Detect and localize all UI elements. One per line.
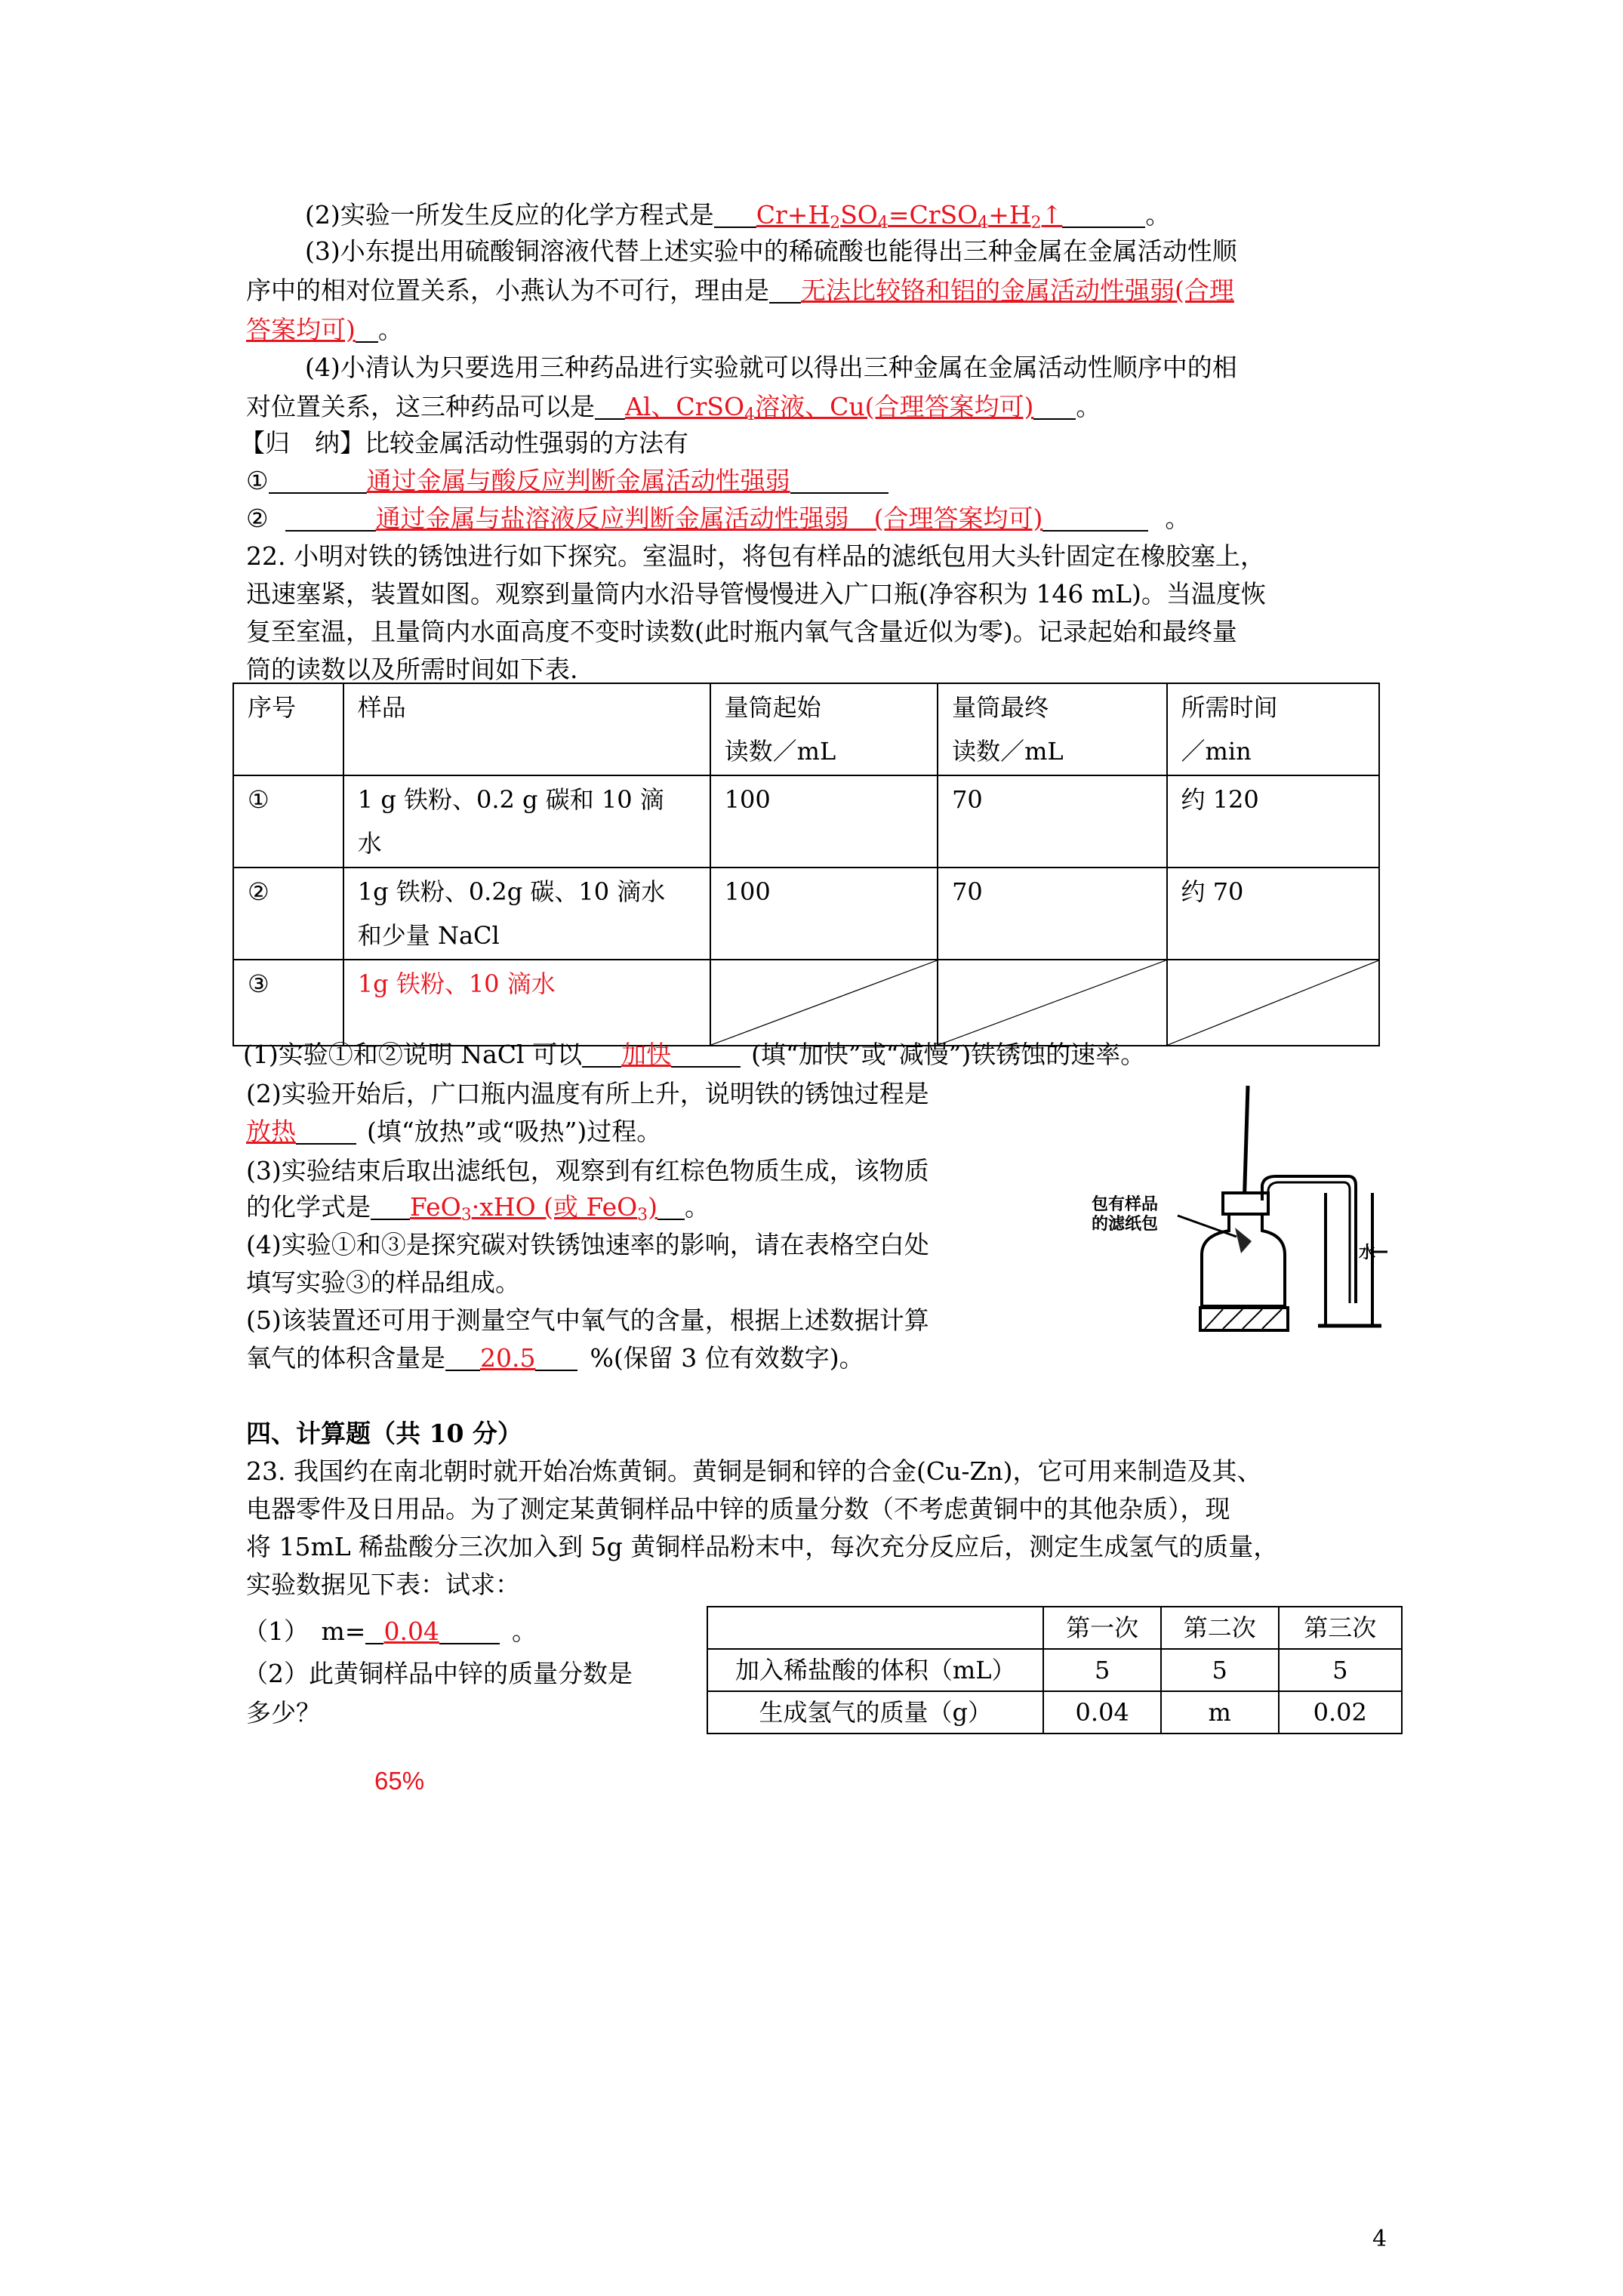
section-four-title: 四、计算题（共 10 分）: [246, 1419, 522, 1448]
figure-label-filter: 的滤纸包: [1092, 1215, 1159, 1234]
q22-row3-sample-answer: 1g 铁粉、10 滴水: [343, 960, 710, 1046]
table-row: 第一次 第二次 第三次: [707, 1607, 1402, 1649]
q21-part3-line3: 答案均可) 。: [246, 315, 403, 344]
q22-part5-line1: (5)该装置还可用于测量空气中氧气的含量，根据上述数据计算: [246, 1305, 929, 1335]
q21-part4-answer: Al、CrSO$_4$溶液、Cu(合理答案均可): [625, 392, 1034, 424]
q21-part3-line2: 序中的相对位置关系，小燕认为不可行，理由是 无法比较铬和铝的金属活动性强弱(合理: [246, 276, 1234, 305]
q22-part3-answer: FeO$_3$·xHO (或 FeO$_3$): [410, 1192, 658, 1225]
table-row: ③ 1g 铁粉、10 滴水: [233, 960, 1379, 1046]
figure-label-water: 水: [1359, 1244, 1376, 1262]
q22-part4-line1: (4)实验①和③是探究碳对铁锈蚀速率的影响，请在表格空白处: [246, 1230, 929, 1259]
q23-data-table: [707, 1606, 1403, 1734]
q22-intro-line3: 复至室温，且量筒内水面高度不变时读数(此时瓶内氧气含量近似为零)。记录起始和最终量: [246, 617, 1237, 646]
q22-part4-line2: 填写实验③的样品组成。: [246, 1268, 520, 1297]
q22-part2-line2: 放热 (填“放热”或“吸热”)过程。: [246, 1117, 662, 1146]
q21-part3-line1: (3)小东提出用硫酸铜溶液代替上述实验中的稀硫酸也能得出三种金属在金属活动性顺: [305, 236, 1237, 266]
table-row: 加入稀盐酸的体积（mL） 5 5 5: [707, 1649, 1402, 1691]
diagonal-cell: [710, 960, 938, 1046]
q23-intro-line2: 电器零件及日用品。为了测定某黄铜样品中锌的质量分数（不考虑黄铜中的其他杂质），现: [246, 1494, 1230, 1524]
q22-intro-line1: 22. 小明对铁的锈蚀进行如下探究。室温时，将包有样品的滤纸包用大头针固定在橡胶塞上，: [246, 541, 1265, 571]
table-row: 生成氢气的质量（g） 0.04 m 0.02: [707, 1691, 1402, 1734]
table-row: 序号 样品 量筒起始 读数／mL 量筒最终 读数／mL 所需时间 ／min: [233, 683, 1379, 775]
q22-part3-line1: (3)实验结束后取出滤纸包，观察到有红棕色物质生成，该物质: [246, 1156, 929, 1185]
apparatus-figure: [1087, 1080, 1389, 1336]
figure-label-sample: 包有样品: [1092, 1195, 1159, 1214]
q23-intro-line4: 实验数据见下表：试求：: [246, 1570, 520, 1599]
q21-part2: (2)实验一所发生反应的化学方程式是 $Cr+H_2SO_4=CrSO_4+H_2↑$ 。: [305, 200, 1171, 233]
q23-intro-line1: 23. 我国约在南北朝时就开始冶炼黄铜。黄铜是铜和锌的合金(Cu-Zn)，它可用来制造及其、: [246, 1456, 1262, 1486]
diagonal-cell: [938, 960, 1166, 1046]
q22-intro-line4: 筒的读数以及所需时间如下表.: [246, 655, 578, 684]
q21-part3-answer-b: 答案均可): [246, 315, 356, 344]
q22-part2-line1: (2)实验开始后，广口瓶内温度有所上升，说明铁的锈蚀过程是: [246, 1079, 929, 1108]
q21-part2-answer: $Cr+H_2SO_4=CrSO_4+H_2↑$: [756, 200, 1063, 233]
q22-part3-line2: 的化学式是 FeO$_3$·xHO (或 FeO$_3$) 。: [246, 1192, 710, 1225]
q22-results-table: [233, 683, 1380, 1046]
summary-method-1: ① 通过金属与酸反应判断金属活动性强弱: [246, 464, 1394, 498]
q23-part2-line2: 多少？: [246, 1698, 321, 1727]
q21-part4-line2: 对位置关系，这三种药品可以是 Al、CrSO$_4$溶液、Cu(合理答案均可) 。: [246, 392, 1101, 424]
q22-part5-line2: 氧气的体积含量是 20.5 %(保留 3 位有效数字)。: [246, 1343, 864, 1373]
table-row: ② 1g 铁粉、0.2g 碳、10 滴水 和少量 NaCl 100 70 约 70: [233, 868, 1379, 960]
summary-heading: 【归 纳】比较金属活动性强弱的方法有: [240, 428, 688, 458]
q23-intro-line3: 将 15mL 稀盐酸分三次加入到 5g 黄铜样品粉末中，每次充分反应后，测定生成氢气的质量，: [246, 1532, 1279, 1561]
apparatus-diagram: [1087, 1080, 1389, 1336]
q22-part1: (1)实验①和②说明 NaCl 可以 加快 (填“加快”或“减慢”)铁锈蚀的速率。: [243, 1040, 1146, 1069]
diagonal-cell: [1167, 960, 1379, 1046]
q21-part3-answer-a: 无法比较铬和铝的金属活动性强弱(合理: [801, 276, 1234, 305]
q23-part1: （1） m= 0.04 。: [243, 1616, 537, 1646]
page-number: 4: [1372, 2226, 1387, 2252]
q23-part2-answer: 65%: [374, 1767, 425, 1795]
table-row: ① 1 g 铁粉、0.2 g 碳和 10 滴 水 100 70 约 120: [233, 775, 1379, 868]
q23-part2-line1: （2）此黄铜样品中锌的质量分数是: [243, 1659, 633, 1688]
q22-intro-line2: 迅速塞紧，装置如图。观察到量筒内水沿导管慢慢进入广口瓶(净容积为 146 mL)。当温度恢: [246, 579, 1266, 609]
q21-part4-line1: (4)小清认为只要选用三种药品进行实验就可以得出三种金属在金属活动性顺序中的相: [305, 353, 1237, 382]
summary-method-2: ② 通过金属与盐溶液反应判断金属活动性强弱 (合理答案均可) 。: [246, 504, 1190, 533]
